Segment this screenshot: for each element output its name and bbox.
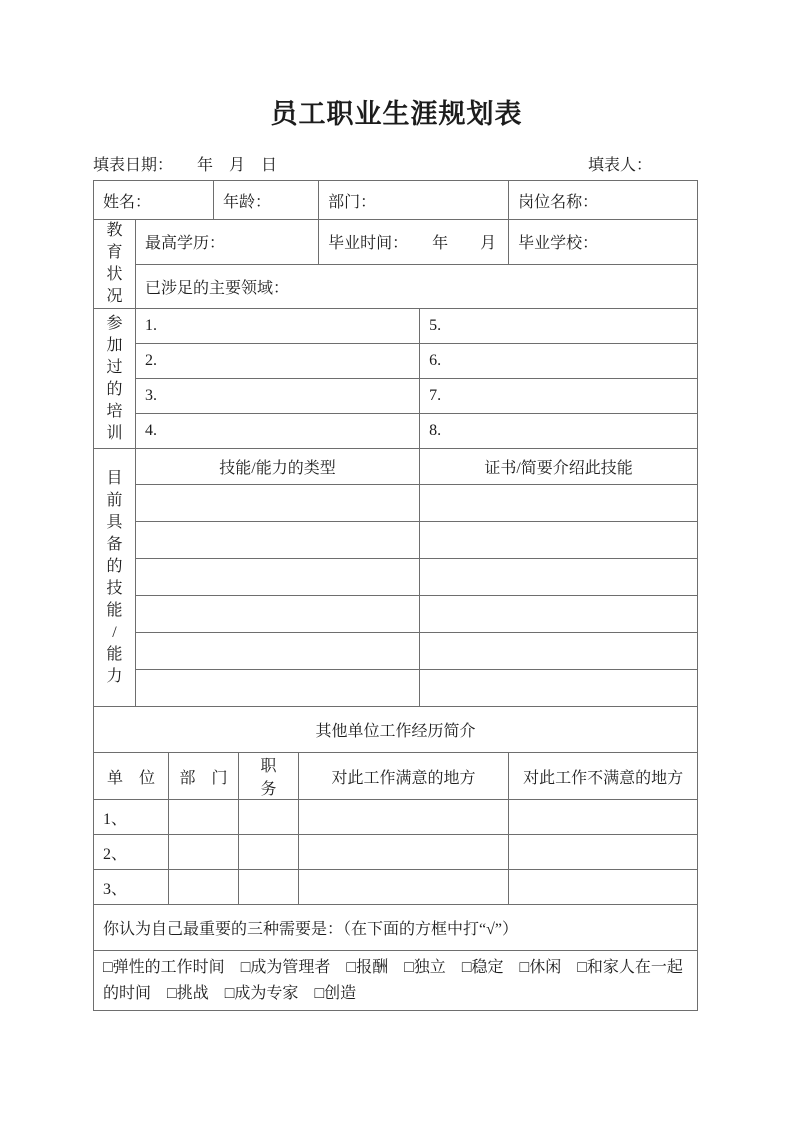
work-col-header-unit: 单 位 bbox=[94, 753, 169, 800]
skills-row bbox=[94, 670, 698, 707]
training-item-cell[interactable] bbox=[136, 379, 420, 414]
work-cell[interactable] bbox=[299, 800, 509, 835]
skills-row bbox=[94, 522, 698, 559]
training-item-cell[interactable] bbox=[420, 379, 698, 414]
need-option-label: 成为专家 bbox=[234, 984, 299, 1002]
page-title: 员工职业生涯规划表 bbox=[270, 99, 523, 129]
highest-degree-field[interactable] bbox=[136, 220, 319, 265]
fill-date-label[interactable]: 填表日期： 年 月 日 bbox=[93, 157, 278, 174]
need-option bbox=[167, 985, 209, 1002]
work-experience-title-row bbox=[94, 707, 698, 753]
work-row-number: 2、 bbox=[103, 845, 128, 863]
skill-type-cell[interactable] bbox=[136, 559, 420, 596]
need-option bbox=[404, 959, 446, 976]
need-option bbox=[241, 959, 331, 976]
work-col-header-position: 职 务 bbox=[239, 753, 299, 800]
name-field[interactable] bbox=[94, 181, 214, 220]
work-cell[interactable] bbox=[169, 800, 239, 835]
highest-degree-label: 最高学历： bbox=[145, 235, 226, 253]
training-item-number: 1. bbox=[145, 317, 157, 334]
age-label: 年龄： bbox=[223, 193, 272, 211]
work-experience-row bbox=[94, 835, 698, 870]
skill-certificate-cell[interactable] bbox=[420, 596, 698, 633]
need-option-label: 成为管理者 bbox=[250, 958, 331, 976]
skill-type-cell[interactable] bbox=[136, 670, 420, 707]
checkbox-icon[interactable]: □ bbox=[314, 984, 325, 1002]
meta-row bbox=[93, 156, 697, 176]
skills-row bbox=[94, 559, 698, 596]
training-item-number: 7. bbox=[429, 387, 442, 404]
work-cell[interactable] bbox=[239, 800, 299, 835]
training-row bbox=[94, 344, 698, 379]
work-experience-row bbox=[94, 870, 698, 905]
checkbox-icon[interactable]: □ bbox=[404, 958, 414, 976]
department-field[interactable] bbox=[319, 181, 509, 220]
checkbox-icon[interactable]: □ bbox=[461, 958, 472, 976]
need-option-label: 创造 bbox=[324, 984, 357, 1002]
work-row-number-cell[interactable] bbox=[94, 800, 169, 835]
age-field[interactable] bbox=[214, 181, 319, 220]
name-label: 姓名： bbox=[103, 193, 152, 211]
fields-entered-field[interactable] bbox=[136, 264, 698, 309]
graduation-school-field[interactable] bbox=[509, 220, 698, 265]
skill-type-cell[interactable] bbox=[136, 485, 420, 522]
education-section-label: 教育 状况 bbox=[94, 220, 136, 309]
skills-row bbox=[94, 633, 698, 670]
checkbox-icon[interactable]: □ bbox=[103, 958, 113, 976]
skills-section-label: 目前 具备 的技 能 / 能力 bbox=[94, 449, 136, 707]
need-option bbox=[314, 985, 356, 1002]
checkbox-icon[interactable]: □ bbox=[519, 958, 530, 976]
training-item-number: 8. bbox=[429, 422, 442, 439]
need-option bbox=[346, 959, 388, 976]
education-row-2 bbox=[94, 264, 698, 309]
work-cell[interactable] bbox=[239, 870, 299, 905]
skill-certificate-cell[interactable] bbox=[420, 633, 698, 670]
training-item-cell[interactable] bbox=[136, 309, 420, 344]
needs-question: 你认为自己最重要的三种需要是：（在下面的方框中打“√”） bbox=[94, 905, 698, 951]
need-option-label: 和家人在一起的时间 bbox=[103, 958, 683, 1002]
work-cell[interactable] bbox=[299, 835, 509, 870]
work-row-number: 3、 bbox=[103, 880, 128, 898]
graduation-time-field[interactable] bbox=[319, 220, 509, 265]
checkbox-icon[interactable]: □ bbox=[224, 984, 235, 1002]
graduation-school-label: 毕业学校： bbox=[518, 235, 599, 253]
need-option bbox=[462, 959, 504, 976]
checkbox-icon[interactable]: □ bbox=[167, 984, 177, 1002]
training-item-cell[interactable] bbox=[420, 344, 698, 379]
fields-entered-label: 已涉足的主要领域： bbox=[145, 279, 290, 297]
need-option-label: 稳定 bbox=[471, 958, 504, 976]
need-option-label: 弹性的工作时间 bbox=[112, 958, 225, 976]
position-label: 岗位名称： bbox=[518, 193, 599, 211]
graduation-time-label: 毕业时间： 年 月 bbox=[328, 235, 497, 253]
training-row bbox=[94, 414, 698, 449]
training-row bbox=[94, 309, 698, 344]
work-experience-title: 其他单位工作经历简介 bbox=[94, 707, 698, 753]
skill-type-cell[interactable] bbox=[136, 633, 420, 670]
need-option-label: 报酬 bbox=[356, 958, 389, 976]
work-row-number-cell[interactable] bbox=[94, 835, 169, 870]
need-option-label: 挑战 bbox=[176, 984, 209, 1002]
position-field[interactable] bbox=[509, 181, 698, 220]
skills-row bbox=[94, 596, 698, 633]
needs-question-row bbox=[94, 905, 698, 951]
skill-certificate-header: 证书/简要介绍此技能 bbox=[420, 449, 698, 485]
education-row-1 bbox=[94, 220, 698, 265]
training-section-label: 参加 过的 培训 bbox=[94, 309, 136, 449]
work-row-number: 1、 bbox=[103, 810, 128, 828]
skill-certificate-cell[interactable] bbox=[420, 670, 698, 707]
training-item-cell[interactable] bbox=[420, 309, 698, 344]
work-cell[interactable] bbox=[169, 835, 239, 870]
skill-certificate-cell[interactable] bbox=[420, 559, 698, 596]
training-item-number: 2. bbox=[145, 352, 157, 369]
work-experience-row bbox=[94, 800, 698, 835]
skill-type-cell[interactable] bbox=[136, 522, 420, 559]
work-cell[interactable] bbox=[509, 870, 698, 905]
work-col-header-dissatisfied: 对此工作不满意的地方 bbox=[509, 753, 698, 800]
checkbox-icon[interactable]: □ bbox=[346, 958, 357, 976]
department-label: 部门： bbox=[328, 193, 377, 211]
training-row bbox=[94, 379, 698, 414]
training-item-cell[interactable] bbox=[136, 344, 420, 379]
need-option bbox=[520, 959, 562, 976]
work-cell[interactable] bbox=[169, 870, 239, 905]
work-col-header-department: 部 门 bbox=[169, 753, 239, 800]
skills-header-row bbox=[94, 449, 698, 485]
form-table bbox=[93, 180, 698, 1011]
work-cell[interactable] bbox=[239, 835, 299, 870]
skill-type-header: 技能/能力的类型 bbox=[136, 449, 420, 485]
skills-row bbox=[94, 485, 698, 522]
training-item-cell[interactable] bbox=[136, 414, 420, 449]
filler-label[interactable]: 填表人： bbox=[587, 157, 652, 174]
need-option bbox=[103, 959, 225, 976]
training-item-number: 4. bbox=[145, 422, 157, 439]
basic-info-row bbox=[94, 181, 698, 220]
skill-certificate-cell[interactable] bbox=[420, 485, 698, 522]
work-cell[interactable] bbox=[509, 800, 698, 835]
need-option-label: 休闲 bbox=[529, 958, 562, 976]
work-cell[interactable] bbox=[509, 835, 698, 870]
need-option-label: 独立 bbox=[413, 958, 446, 976]
need-option bbox=[225, 985, 299, 1002]
work-col-header-satisfied: 对此工作满意的地方 bbox=[299, 753, 509, 800]
training-item-cell[interactable] bbox=[420, 414, 698, 449]
skill-type-cell[interactable] bbox=[136, 596, 420, 633]
training-item-number: 6. bbox=[429, 352, 442, 369]
work-cell[interactable] bbox=[299, 870, 509, 905]
work-experience-header-row bbox=[94, 753, 698, 800]
training-item-number: 3. bbox=[145, 387, 157, 404]
needs-options bbox=[94, 951, 698, 1011]
checkbox-icon[interactable]: □ bbox=[240, 958, 251, 976]
training-item-number: 5. bbox=[429, 317, 442, 334]
work-row-number-cell[interactable] bbox=[94, 870, 169, 905]
needs-options-row bbox=[94, 951, 698, 1011]
skill-certificate-cell[interactable] bbox=[420, 522, 698, 559]
checkbox-icon[interactable]: □ bbox=[577, 958, 587, 976]
